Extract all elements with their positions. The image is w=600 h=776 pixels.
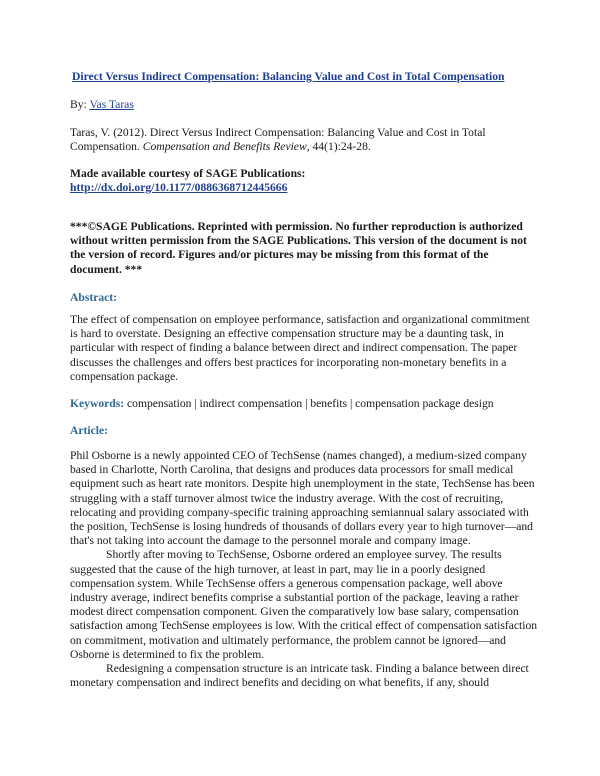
copyright-notice: ***©SAGE Publications. Reprinted with permission. No further reproduction is authorized without written permission from the SAGE Publications. This version of the document is not the version of record. Figures and/or pictures may be missing from this format of the document. *** xyxy=(70,220,527,276)
abstract-text: The effect of compensation on employee performance, satisfaction and organizational commitment is hard to overstate. Designing an effective compensation structure may be a daunting task, in particular with respect of finding a balance between direct and indirect compensation. The paper discusses the challenges and offers best practices for incorporating non-monetary benefits in a compensation package. xyxy=(70,313,530,383)
citation-volume: , 44(1):24-28. xyxy=(306,140,371,154)
author-link[interactable]: Vas Taras xyxy=(89,98,134,111)
article-title-link[interactable]: Direct Versus Indirect Compensation: Balancing Value and Cost in Total Compensation xyxy=(72,70,505,83)
byline xyxy=(70,98,540,112)
byline-label: By: xyxy=(70,98,87,111)
article-paragraph-3: Redesigning a compensation structure is an intricate task. Finding a balance between direct monetary compensation and indirect benefits and deciding on what benefits, if any, should xyxy=(70,662,529,690)
article-paragraph-1: Phil Osborne is a newly appointed CEO of TechSense (names changed), a medium-sized company based in Charlotte, North Carolina, that designs and produces data processors for small medical equipment such as heart rate monitors. Despite high unemployment in the state, TechSense has been struggling with a staff turnover almost twice the industry average. With the cost of recruiting, relocating and providing company-specific training approaching semiannual salary associated with the position, TechSense is losing hundreds of thousands of dollars every year to high turnover—and that's not taking into account the damage to the personnel morale and company image. xyxy=(70,449,535,548)
article-paragraph-2: Shortly after moving to TechSense, Osborne ordered an employee survey. The results suggested that the cause of the high turnover, at least in part, may lie in a poorly designed compensation system. While TechSense offers a generous compensation package, well above industry average, indirect benefits comprise a substantial portion of the package, leaving a rather modest direct compensation component. Given the comparatively low base salary, compensation satisfaction among TechSense employees is low. With the critical effect of compensation satisfaction on commitment, motivation and ultimately performance, the problem cannot be ignored—and Osborne is determined to fix the problem. xyxy=(70,548,538,661)
keywords-text: compensation | indirect compensation | benefits | compensation package design xyxy=(127,397,494,410)
doi-link[interactable]: http://dx.doi.org/10.1177/0886368712445666 xyxy=(70,181,288,195)
keywords-label: Keywords: xyxy=(70,397,125,410)
abstract-heading: Abstract: xyxy=(70,291,118,304)
article-body xyxy=(70,449,540,690)
courtesy-label: Made available courtesy of SAGE Publications: xyxy=(70,167,306,180)
article-heading: Article: xyxy=(70,424,108,437)
citation-text: Taras, V. (2012). Direct Versus Indirect Compensation: Balancing Value and Cost in Total Compensation. xyxy=(70,126,486,154)
keywords-line xyxy=(70,397,540,411)
courtesy-block xyxy=(70,167,540,195)
citation xyxy=(70,126,540,154)
citation-journal: Compensation and Benefits Review xyxy=(142,140,307,154)
